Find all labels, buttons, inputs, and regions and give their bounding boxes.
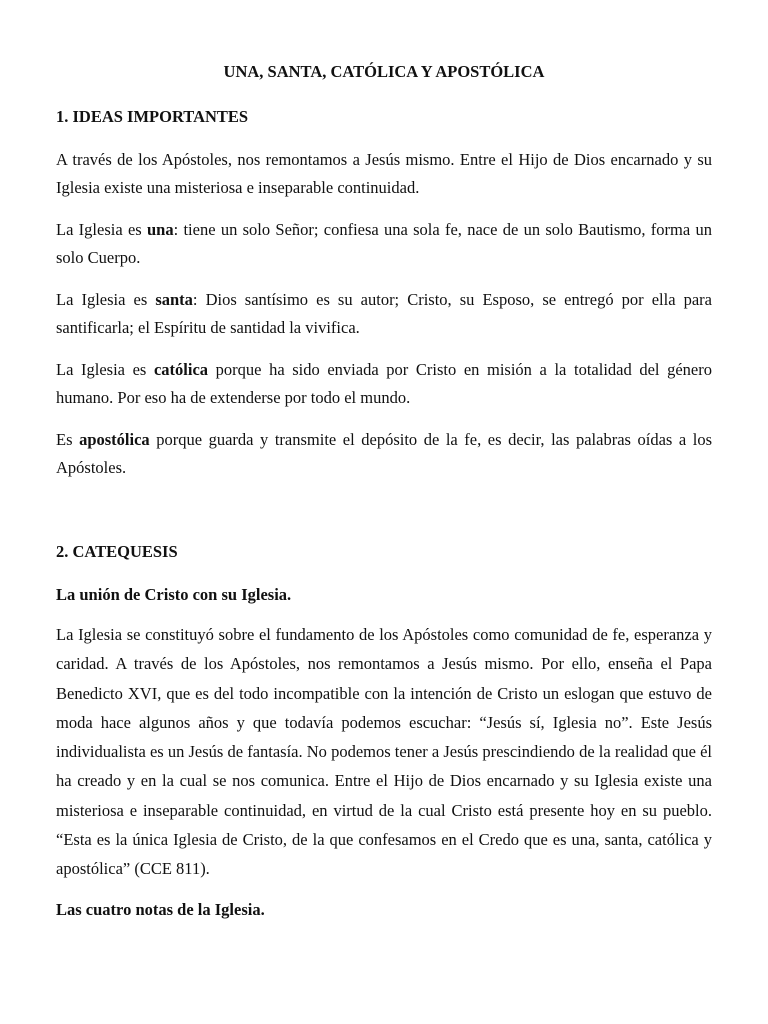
- text: Es: [56, 430, 80, 449]
- document-title: UNA, SANTA, CATÓLICA Y APOSTÓLICA: [223, 62, 545, 81]
- text: La Iglesia es: [56, 220, 147, 239]
- text: porque guarda y transmite el depósito de la fe, es decir, las palabras oídas a los Apóstoles.: [56, 430, 713, 477]
- subheading-union: La unión de Cristo con su Iglesia.: [56, 585, 292, 604]
- keyword-una: una: [146, 220, 174, 239]
- text: La Iglesia es: [56, 360, 154, 379]
- paragraph-apostles: A través de los Apóstoles, nos remontamos a Jesús mismo. Entre el Hijo de Dios encarnado y su Iglesia existe una misteriosa e inseparable continuidad.: [56, 150, 712, 197]
- text: La Iglesia es: [56, 290, 156, 309]
- section-heading-ideas: 1. IDEAS IMPORTANTES: [56, 107, 249, 126]
- subheading-cuatro-notas: Las cuatro notas de la Iglesia.: [56, 899, 265, 919]
- section-heading-catequesis: 2. CATEQUESIS: [56, 542, 178, 561]
- text: : tiene un solo Señor; confiesa una sola fe, nace de un solo Bautismo, forma un solo Cuerpo.: [56, 220, 712, 267]
- document-body: [56, 58, 712, 935]
- text: porque ha sido enviada por Cristo en misión a la totalidad del género humano. Por eso ha de extenderse por todo el mundo.: [56, 360, 712, 407]
- paragraph-una: [56, 216, 712, 272]
- text: : Dios santísimo es su autor; Cristo, su Esposo, se entregó por ella para santificarla; el Espíritu de santidad la vivifica.: [56, 290, 712, 337]
- keyword-apostolica: apostólica: [79, 430, 150, 449]
- paragraph-apostolica: [56, 426, 712, 482]
- keyword-santa: santa: [155, 290, 193, 309]
- paragraph-catolica: [56, 356, 712, 412]
- keyword-catolica: católica: [153, 360, 209, 379]
- paragraph-catequesis: La Iglesia se constituyó sobre el fundamento de los Apóstoles como comunidad de fe, esperanza y caridad. A través de los Apóstoles, nos remontamos a Jesús mismo. Por ello, enseña el Papa Benedicto XVI, que es del todo incompatible con la intención de Cristo un eslogan que estuvo de moda hace algunos años y que todavía podemos escuchar: “Jesús sí, Iglesia no”. Este Jesús individualista es un Jesús de fantasía. No podemos tener a Jesús prescindiendo de la realidad que él ha creado y en la cual se nos comunica. Entre el Hijo de Dios encarnado y su Iglesia existe una misteriosa e inseparable continuidad, en virtud de la cual Cristo está presente hoy en su pueblo. “Esta es la única Iglesia de Cristo, de la que confesamos en el Credo que es una, santa, católica y apostólica” (CCE 811).: [56, 625, 712, 879]
- paragraph-santa: [56, 286, 712, 342]
